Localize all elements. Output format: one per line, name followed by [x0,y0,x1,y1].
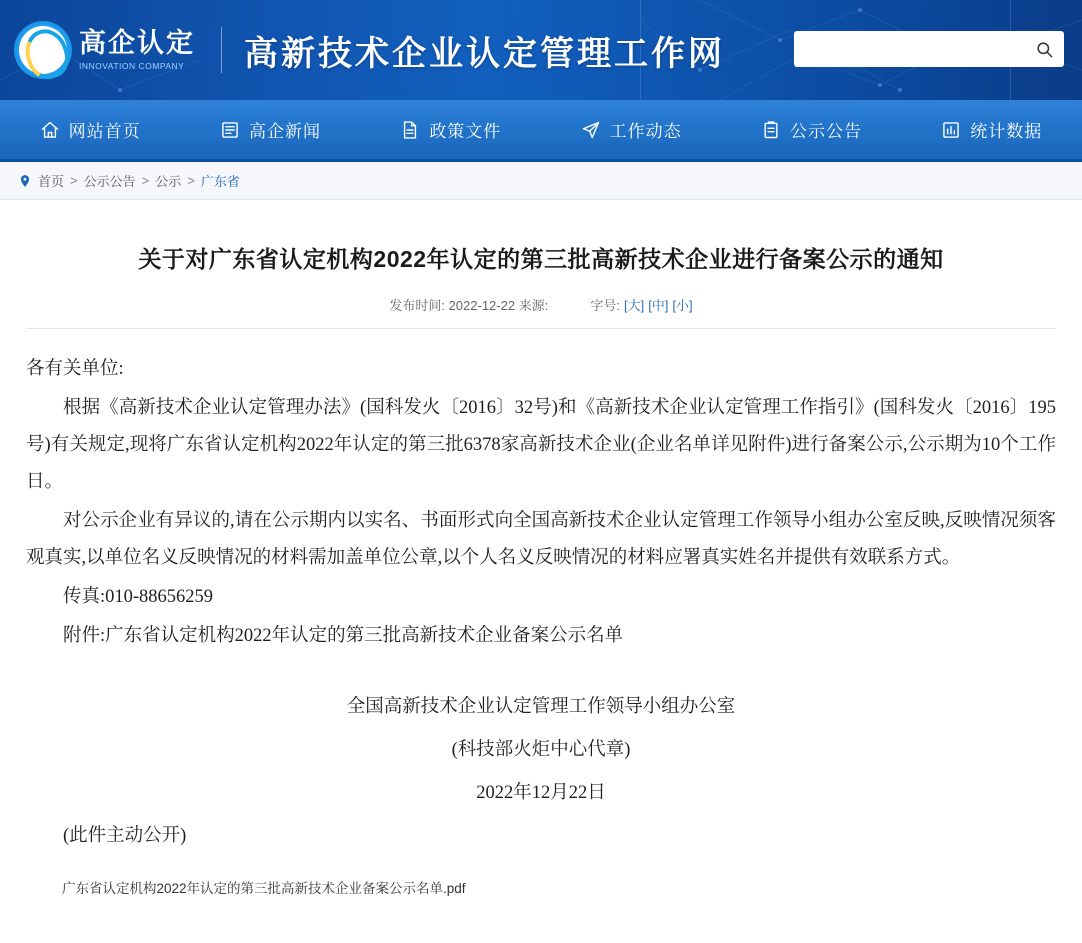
nav-item-announcement[interactable] [721,100,901,159]
article-paragraph-fax: 传真:010-88656259 [63,586,214,607]
site-header [0,0,1082,100]
font-size-control [590,295,692,314]
breadcrumb-item-home[interactable]: 首页 [38,174,65,189]
breadcrumb-item-guangdong[interactable]: 广东省 [200,174,240,189]
document-icon [400,120,420,140]
search-button[interactable] [1024,31,1064,67]
nav-item-policy[interactable] [361,100,541,159]
nav-item-news[interactable] [180,100,360,159]
signature-office: 全国高新技术企业认定管理工作领导小组办公室 [346,696,736,717]
font-size-label: 字号: [590,297,620,313]
article-paragraph-salutation: 各有关单位: [26,358,124,379]
article-paragraph-1: 根据《高新技术企业认定管理办法》(国科发火〔2016〕32号)和《高新技术企业认定管理工作指引》(国科发火〔2016〕195号)有关规定,现将广东省认定机构2022年认定的第三批6378家高新技术企业(企业名单详见附件)进行备案公示,公示期为10个工作日。 [26,397,1056,492]
publish-time-label: 发布时间: [389,297,445,313]
font-size-small[interactable]: [小] [672,297,693,313]
breadcrumb-item-announcement[interactable]: 公示公告 [83,174,136,189]
breadcrumb-item-publicity[interactable]: 公示 [155,174,182,189]
search-input[interactable] [794,31,1024,67]
signature-seal: (科技部火炬中心代章) [451,739,631,760]
nav-label-workdynamics: 工作动态 [609,122,682,141]
nav-label-policy: 政策文件 [429,122,502,141]
main-navigation [0,100,1082,162]
clipboard-icon [761,120,781,140]
nav-item-home[interactable] [0,100,180,159]
page-title: 关于对广东省认定机构2022年认定的第三批高新技术企业进行备案公示的通知 [138,246,944,272]
nav-item-workdynamics[interactable] [541,100,721,159]
logo-emblem-icon [14,21,72,79]
font-size-medium[interactable]: [中] [648,297,669,313]
signature-date: 2022年12月22日 [476,782,606,803]
breadcrumb-separator-3: > [187,173,195,188]
chart-icon [941,120,961,140]
site-logo[interactable] [8,21,195,79]
article-paragraph-attachment: 附件:广东省认定机构2022年认定的第三批高新技术企业备案公示名单 [63,625,624,646]
home-icon [40,120,60,140]
search-icon [1035,40,1054,59]
nav-label-announcement: 公示公告 [789,122,862,141]
breadcrumb [0,162,1082,200]
breadcrumb-separator-2: > [141,173,150,188]
publish-info [389,295,548,314]
article-container [0,200,1082,943]
breadcrumb-separator-1: > [70,173,78,188]
nav-label-news: 高企新闻 [248,122,321,141]
site-title: 高新技术企业认定管理工作网 [244,34,725,73]
search-box[interactable] [794,31,1064,67]
article-signature [26,689,1056,812]
logo-title-en: INNOVATION COMPANY [79,60,185,71]
source-label: 来源: [518,297,549,313]
article-paragraph-2: 对公示企业有异议的,请在公示期内以实名、书面形式向全国高新技术企业认定管理工作领导小组办公室反映,反映情况须客观真实,以单位名义反映情况的材料需加盖单位公章,以个人名义反映情况的材料应署真实姓名并提供有效联系方式。 [26,510,1056,568]
nav-item-statistics[interactable] [902,100,1082,159]
news-icon [220,120,240,140]
article-meta [26,295,1056,329]
attachment-link[interactable]: 广东省认定机构2022年认定的第三批高新技术企业备案公示名单.pdf [62,880,466,896]
nav-label-statistics: 统计数据 [970,122,1043,141]
nav-label-home: 网站首页 [68,122,141,141]
article-body [26,351,1056,855]
paperplane-icon [581,120,601,140]
header-divider [221,27,222,73]
disclosure-note: (此件主动公开) [63,825,187,846]
publish-time-value: 2022-12-22 [448,297,516,313]
location-pin-icon [18,173,32,189]
font-size-large[interactable]: [大] [623,297,645,313]
logo-title-cn: 高企认定 [79,27,195,58]
